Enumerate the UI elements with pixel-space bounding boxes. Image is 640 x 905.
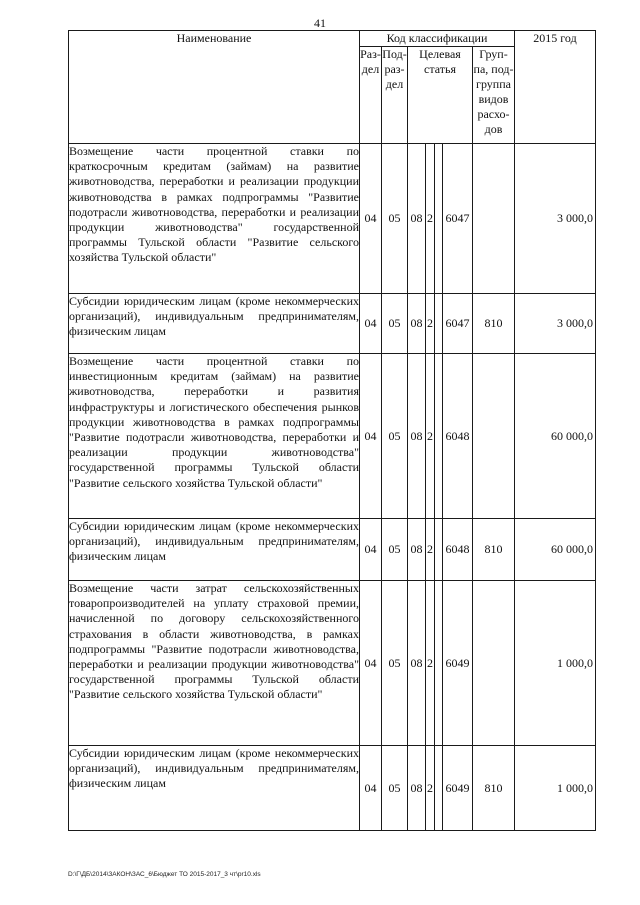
row-podrazdel: 05 — [382, 746, 408, 831]
header-year: 2015 год — [515, 31, 596, 144]
budget-table — [68, 30, 596, 831]
row-name: Субсидии юридическим лицам (кроме некоммерческих организаций), индивидуальным предпринимателям, физическим лицам — [69, 519, 360, 581]
row-expense-type: 810 — [473, 519, 515, 581]
row-target-part2: 2 — [426, 581, 435, 746]
header-section: Раз- дел — [360, 47, 382, 144]
table-row — [69, 354, 596, 519]
row-podrazdel: 05 — [382, 354, 408, 519]
header-target: Целевая статья — [408, 47, 473, 144]
table-row — [69, 519, 596, 581]
row-target-part4: 6047 — [443, 144, 473, 294]
row-target-part3 — [435, 519, 443, 581]
table-row — [69, 746, 596, 831]
row-expense-type — [473, 581, 515, 746]
file-path-footer: D:\Г\ДБ\2014\ЗАКОН\ЗАС_6\Бюджет ТО 2015-2017_3 чт\pr10.xls — [68, 871, 261, 878]
row-amount: 3 000,0 — [515, 294, 596, 354]
row-target-part1: 08 — [408, 354, 426, 519]
row-amount: 60 000,0 — [515, 354, 596, 519]
row-target-part1: 08 — [408, 294, 426, 354]
row-name: Субсидии юридическим лицам (кроме некоммерческих организаций), индивидуальным предпринимателям, физическим лицам — [69, 746, 360, 831]
table-row — [69, 294, 596, 354]
row-target-part2: 2 — [426, 294, 435, 354]
row-target-part3 — [435, 294, 443, 354]
table-row — [69, 144, 596, 294]
row-target-part4: 6049 — [443, 746, 473, 831]
row-name: Возмещение части процентной ставки по краткосрочным кредитам (займам) на развитие животноводства, переработки и реализации продукции животноводства в рамках подпрограммы "Развитие подотрасли животноводства, переработки и реализации продукции животноводства" государственной программы Тульской области "Развитие сельского хозяйства Тульской области" — [69, 144, 360, 294]
row-name: Возмещение части процентной ставки по инвестиционным кредитам (займам) на развитие животноводства, переработки и развития инфраструктуры и логистического обеспечения рынков продукции животноводства в рамках подпрограммы "Развитие подотрасли животноводства, переработки и реализации продукции животноводства" государственной программы Тульской области "Развитие сельского хозяйства Тульской области" — [69, 354, 360, 519]
row-target-part4: 6048 — [443, 519, 473, 581]
row-razdel: 04 — [360, 746, 382, 831]
row-expense-type: 810 — [473, 294, 515, 354]
row-target-part2: 2 — [426, 354, 435, 519]
row-target-part2: 2 — [426, 746, 435, 831]
row-amount: 3 000,0 — [515, 144, 596, 294]
table-body — [69, 144, 596, 831]
row-target-part3 — [435, 354, 443, 519]
row-target-part2: 2 — [426, 144, 435, 294]
row-name: Возмещение части затрат сельскохозяйственных товаропроизводителей на уплату страховой премии, начисленной по договору сельскохозяйственного страхования в области животноводства, в рамках подпрограммы "Развитие подотрасли животноводства, переработки и реализации продукции животноводства" государственной программы Тульской области "Развитие сельского хозяйства Тульской области" — [69, 581, 360, 746]
row-target-part1: 08 — [408, 746, 426, 831]
row-amount: 60 000,0 — [515, 519, 596, 581]
row-podrazdel: 05 — [382, 294, 408, 354]
header-name: Наименование — [69, 31, 360, 144]
row-podrazdel: 05 — [382, 581, 408, 746]
row-podrazdel: 05 — [382, 144, 408, 294]
row-target-part4: 6047 — [443, 294, 473, 354]
row-target-part1: 08 — [408, 519, 426, 581]
row-target-part1: 08 — [408, 581, 426, 746]
row-target-part3 — [435, 144, 443, 294]
row-target-part4: 6048 — [443, 354, 473, 519]
row-expense-type — [473, 354, 515, 519]
row-razdel: 04 — [360, 519, 382, 581]
header-group: Груп- па, под- группа видов расхо- дов — [473, 47, 515, 144]
header-classification: Код классификации — [360, 31, 515, 47]
row-target-part4: 6049 — [443, 581, 473, 746]
page-number: 41 — [314, 16, 326, 30]
table-row — [69, 581, 596, 746]
row-amount: 1 000,0 — [515, 581, 596, 746]
row-target-part2: 2 — [426, 519, 435, 581]
row-podrazdel: 05 — [382, 519, 408, 581]
row-expense-type: 810 — [473, 746, 515, 831]
row-expense-type — [473, 144, 515, 294]
row-name: Субсидии юридическим лицам (кроме некоммерческих организаций), индивидуальным предпринимателям, физическим лицам — [69, 294, 360, 354]
row-razdel: 04 — [360, 144, 382, 294]
row-target-part3 — [435, 746, 443, 831]
row-amount: 1 000,0 — [515, 746, 596, 831]
row-target-part1: 08 — [408, 144, 426, 294]
row-razdel: 04 — [360, 294, 382, 354]
row-razdel: 04 — [360, 354, 382, 519]
row-target-part3 — [435, 581, 443, 746]
header-subsection: Под- раз- дел — [382, 47, 408, 144]
row-razdel: 04 — [360, 581, 382, 746]
